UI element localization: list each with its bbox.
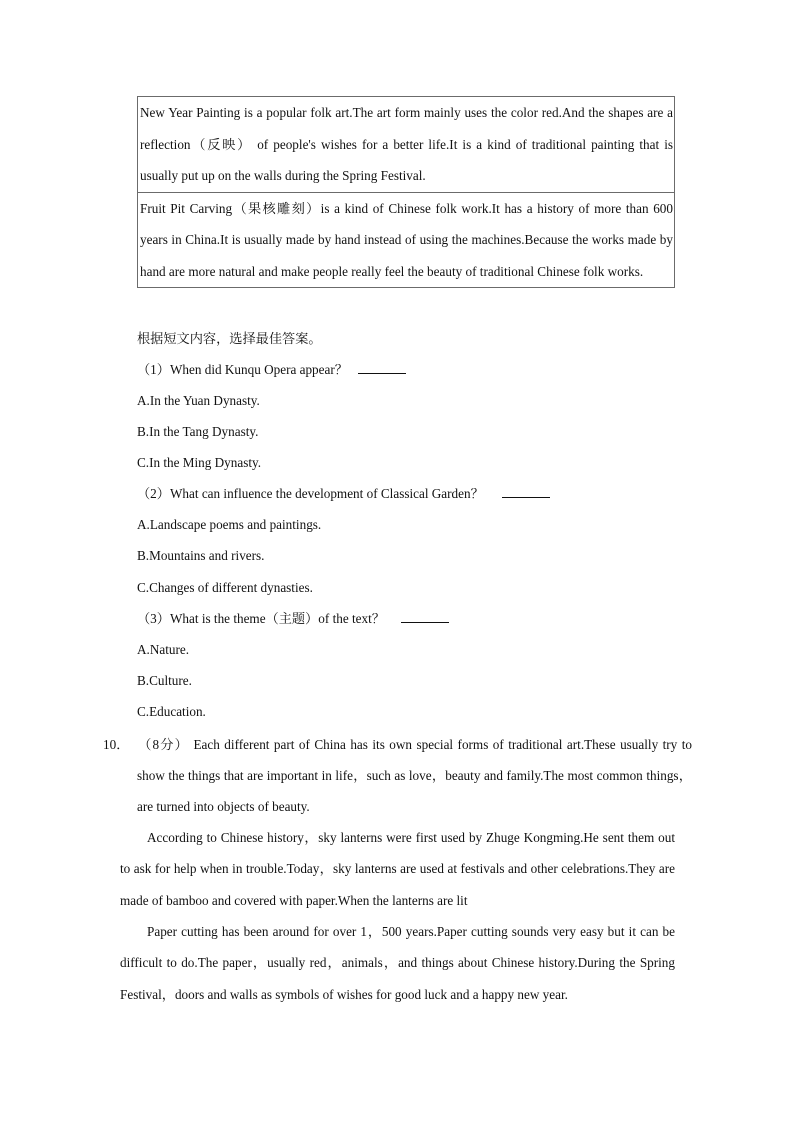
question-2-option-b: B.Mountains and rivers. xyxy=(137,548,265,563)
question-10-points: （8分） xyxy=(137,737,190,752)
question-2 xyxy=(137,484,550,504)
question-3-option-b: B.Culture. xyxy=(137,673,192,688)
question-10-number: 10． xyxy=(103,737,130,752)
question-2-prompt: （2）What can influence the development of Classical Garden？ xyxy=(137,486,484,501)
question-1-option-b: B.In the Tang Dynasty. xyxy=(137,424,259,439)
answer-blank-1 xyxy=(358,361,406,374)
question-3 xyxy=(137,609,449,629)
question-3-prompt: （3）What is the theme（主题）of the text？ xyxy=(137,611,385,626)
question-2-option-a: A.Landscape poems and paintings. xyxy=(137,517,322,532)
question-10-intro: Each different part of China has its own special forms of traditional art.These usually try to show the things that are important in life，such as love，beauty and family.The most common things，are turned into objects of beauty. xyxy=(137,737,693,815)
question-1 xyxy=(137,360,406,380)
passage-table xyxy=(137,96,675,288)
question-3-option-c: C.Education. xyxy=(137,704,206,719)
question-1-option-c: C.In the Ming Dynasty. xyxy=(137,455,262,470)
passage-new-year-painting: New Year Painting is a popular folk art.The art form mainly uses the color red.And the shapes are a reflection（反映） of people's wishes for a better life.It is a kind of traditional painting that is usually put up on the walls during the Spring Festival. xyxy=(140,105,673,183)
answer-blank-3 xyxy=(401,610,449,623)
question-2-option-c: C.Changes of different dynasties. xyxy=(137,580,313,595)
instruction-text: 根据短文内容，选择最佳答案。 xyxy=(137,331,322,346)
question-1-prompt: （1）When did Kunqu Opera appear？ xyxy=(137,362,348,377)
paragraph-paper-cutting: Paper cutting has been around for over 1，500 years.Paper cutting sounds very easy but it can be difficult to do.The paper，usually red，animals，and things about Chinese history.During the Spring Festival，doors and walls as symbols of wishes for good luck and a happy new year. xyxy=(120,924,675,1002)
paragraph-sky-lanterns: According to Chinese history，sky lanterns were first used by Zhuge Kongming.He sent them out to ask for help when in trouble.Today，sky lanterns are used at festivals and other celebrations.They are made of bamboo and covered with paper.When the lanterns are lit xyxy=(120,830,675,908)
question-10-intro-block xyxy=(103,729,693,823)
question-3-option-a: A.Nature. xyxy=(137,642,189,657)
answer-blank-2 xyxy=(502,485,550,498)
passage-fruit-pit-carving: Fruit Pit Carving（果核雕刻）is a kind of Chinese folk work.It has a history of more than 600 years in China.It is usually made by hand instead of using the machines.Because the works made by hand are more natural and make people really feel the beauty of traditional Chinese folk works. xyxy=(138,192,674,288)
question-1-option-a: A.In the Yuan Dynasty. xyxy=(137,393,260,408)
